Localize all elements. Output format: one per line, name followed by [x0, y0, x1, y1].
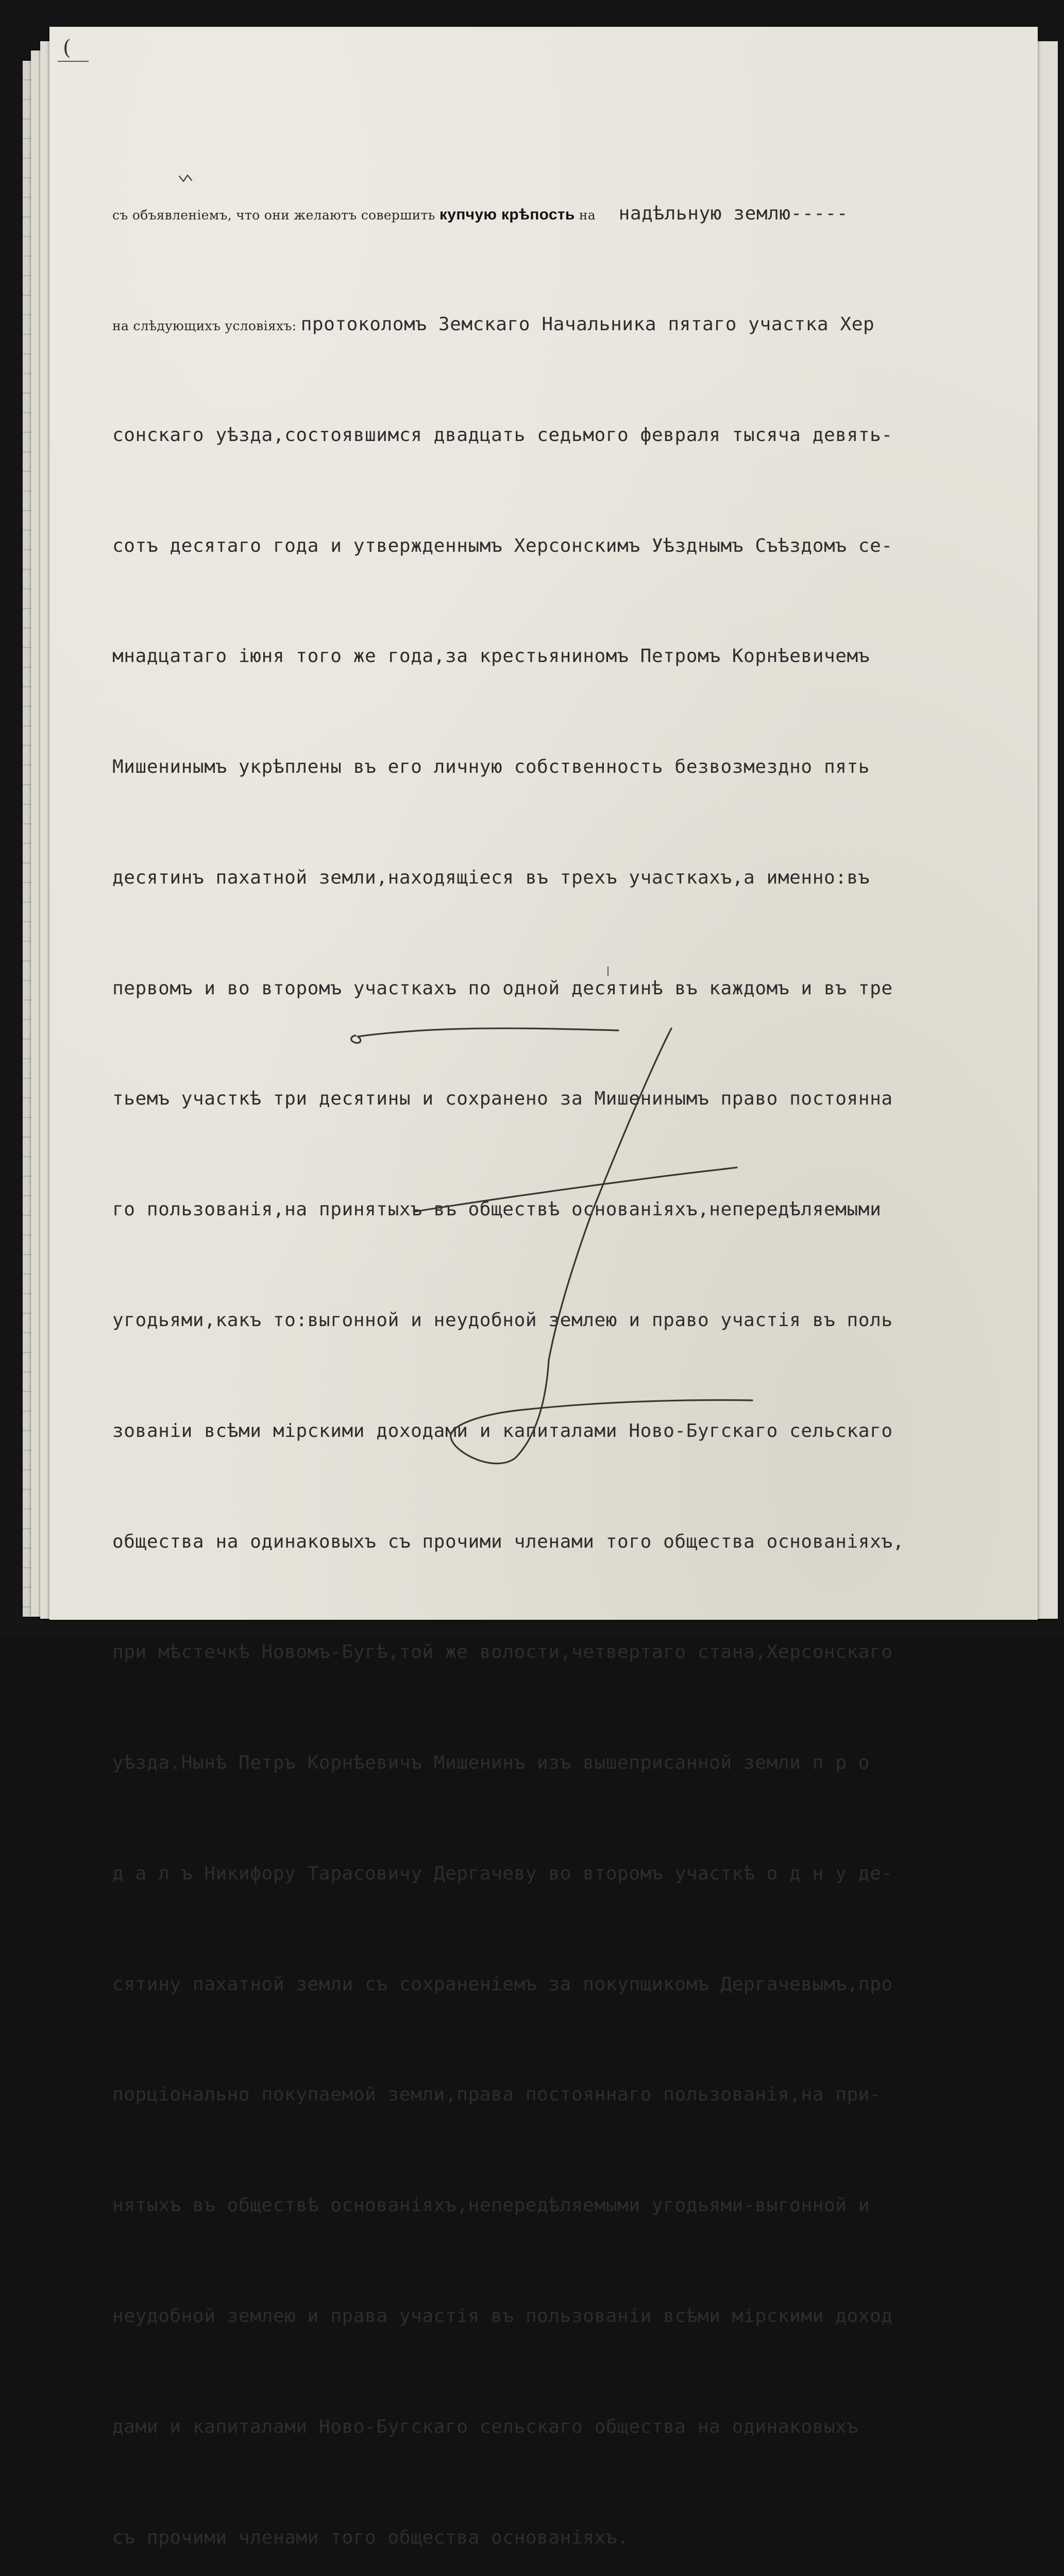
- text-line: неудобной землею и права участія въ пользованіи всѣми мірскими доход: [112, 2306, 893, 2327]
- text-line: Мишенинымъ укрѣплены въ его личную собственность безвозмездно пять: [112, 756, 870, 778]
- text-line: зованіи всѣми мірскими доходами и капиталами Ново-Бугскаго сельскаго: [112, 1420, 893, 1442]
- text-line: десятинъ пахатной земли,находящіеся въ трехъ участкахъ,а именно:въ: [112, 867, 870, 888]
- text-line: го пользованія,на принятыхъ въ обществѣ основаніяхъ,непередѣляемыми: [112, 1199, 882, 1221]
- text-line: нятыхъ въ обществѣ основаніяхъ,непередѣляемыми угодьями-выгонной и: [112, 2195, 870, 2216]
- flourish-descender: [549, 1028, 671, 1360]
- flourish-lower-loop: [451, 1360, 752, 1464]
- flourish-top-stroke: [351, 1028, 618, 1043]
- text-line: сотъ десятаго года и утвержденнымъ Херсонскимъ Уѣзднымъ Съѣздомъ се-: [112, 535, 893, 556]
- text-line: дами и капиталами Ново-Бугскаго сельскаго общества на одинаковыхъ: [112, 2416, 858, 2437]
- flourish-crossbar: [414, 1167, 737, 1212]
- text-line: д а л ъ Никифору Тарасовичу Дергачеву во второмъ участкѣ о д н у де-: [112, 1862, 893, 1884]
- text-line: сонскаго уѣзда,состоявшимся двадцать седьмого февраля тысяча девять-: [112, 424, 893, 446]
- text-line: уѣзда.Нынѣ Петръ Корнѣевичъ Мишенинъ изъ вышеприсанной земли п р о: [112, 1752, 870, 1774]
- text-line: при мѣстечкѣ Новомъ-Бугѣ,той же волости,четвертаго стана,Херсонскаго: [112, 1641, 893, 1663]
- text-line: мнадцатаго іюня того же года,за крестьяниномъ Петромъ Корнѣевичемъ: [112, 646, 870, 667]
- corner-mark: (: [63, 36, 71, 60]
- typed-text: надѣльную землю-----: [596, 203, 849, 225]
- text-line: сятину пахатной земли съ сохраненіемъ за покупщикомъ Дергачевымъ,про: [112, 1973, 893, 1995]
- printed-text: на слѣдующихъ условіяхъ:: [112, 318, 301, 333]
- text-line: тьемъ участкѣ три десятины и сохранено за Мишенинымъ право постоянна: [112, 1088, 893, 1110]
- text-line: угодьями,какъ то:выгонной и неудобной землею и право участія въ поль: [112, 1310, 893, 1331]
- text-line: первомъ и во второмъ участкахъ по одной десятинѣ въ каждомъ и въ тре: [112, 977, 893, 999]
- ink-tick: [179, 175, 192, 181]
- printed-text: на: [575, 208, 596, 223]
- printed-bold-text: купчую крѣпость: [439, 206, 575, 224]
- printed-text: съ объявленіемъ, что они желаютъ совершить: [112, 208, 440, 223]
- text-line: порціонально покупаемой земли,права постояннаго пользованія,на при-: [112, 2084, 882, 2106]
- text-line: съ прочими членами того общества основаніяхъ.: [112, 2527, 629, 2548]
- typed-text: протоколомъ Земскаго Начальника пятаго участка Хер: [300, 313, 875, 335]
- text-line: общества на одинаковыхъ съ прочими членами того общества основаніяхъ,: [112, 1531, 904, 1552]
